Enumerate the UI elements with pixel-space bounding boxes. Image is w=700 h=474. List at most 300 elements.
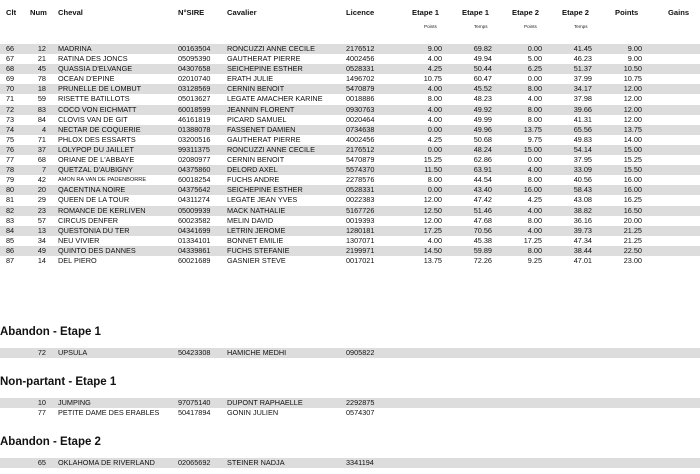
- cell-points: 13.75: [623, 124, 642, 134]
- cell-e2p: 4.00: [527, 225, 542, 235]
- cell-points: 9.00: [627, 54, 642, 64]
- cell-cavalier: DELORD AXEL: [227, 165, 278, 175]
- cell-points: 9.00: [627, 44, 642, 53]
- cell-e2p: 17.25: [523, 235, 542, 245]
- cell-e1p: 11.50: [424, 165, 442, 175]
- col-etape2-temps: Etape 2: [562, 8, 590, 17]
- cell-cheval: QUASSIA D'ELVANGE: [58, 64, 133, 74]
- cell-points: 22.50: [623, 245, 642, 255]
- section-table: [0, 458, 700, 468]
- cell-num: 18: [37, 84, 46, 94]
- cell-e2p: 9.75: [527, 134, 542, 144]
- cell-points: 16.00: [623, 175, 642, 185]
- cell-e1p: 4.00: [427, 84, 442, 94]
- cell-e2t: 37.98: [573, 94, 592, 104]
- cell-cavalier: LETRIN JEROME: [227, 225, 286, 235]
- cell-sire: 60018599: [178, 104, 211, 114]
- table-row: [0, 216, 700, 226]
- cell-points: 23.00: [623, 255, 642, 265]
- table-row: [0, 256, 700, 266]
- cell-cheval: PRUNELLE DE LOMBUT: [58, 84, 142, 94]
- cell-e2t: 65.56: [573, 124, 592, 134]
- col-etape1-points: Etape 1: [412, 8, 440, 17]
- cell-e1p: 14.50: [423, 245, 442, 255]
- cell-e1t: 45.38: [473, 235, 492, 245]
- cell-licence: 1307071: [346, 235, 375, 245]
- cell-sire: 60023582: [178, 215, 211, 225]
- cell-points: 15.25: [623, 155, 642, 165]
- cell-licence: 0528331: [346, 64, 375, 74]
- cell-clt: 85: [6, 235, 15, 245]
- cell-e1t: 50.68: [473, 134, 492, 144]
- table-row: [0, 74, 700, 84]
- table-row: [0, 195, 700, 205]
- cell-cheval: LOLYPOP DU JAILLET: [58, 144, 134, 154]
- table-row: [0, 44, 700, 54]
- table-row: [0, 236, 700, 246]
- cell-cavalier: CERNIN BENOIT: [227, 84, 285, 94]
- cell-sire: 01388078: [178, 124, 211, 134]
- cell-cavalier: STEINER NADJA: [227, 458, 285, 467]
- cell-sire: 02080977: [178, 155, 211, 165]
- cell-e1t: 49.96: [473, 124, 492, 134]
- table-row: [0, 135, 700, 145]
- section-table: [0, 348, 700, 358]
- cell-e2t: 36.16: [573, 215, 592, 225]
- cell-cavalier: ERATH JULIE: [227, 74, 274, 84]
- cell-clt: 82: [6, 205, 15, 215]
- cell-clt: 74: [6, 124, 15, 134]
- cell-sire: 97075140: [178, 398, 211, 407]
- cell-cavalier: GAUTHERAT PIERRE: [227, 54, 301, 64]
- cell-clt: 78: [6, 165, 15, 175]
- cell-licence: 0905822: [346, 348, 375, 357]
- cell-clt: 73: [6, 114, 15, 124]
- cell-e1p: 12.00: [423, 195, 442, 205]
- section-table: [0, 398, 700, 418]
- cell-licence: 2176512: [346, 44, 375, 53]
- table-row: [0, 145, 700, 155]
- cell-sire: 04339861: [178, 245, 211, 255]
- cell-licence: 3341194: [346, 458, 374, 467]
- cell-licence: 0930763: [346, 104, 375, 114]
- cell-points: 12.00: [623, 104, 642, 114]
- cell-points: 10.75: [623, 74, 642, 84]
- cell-e2p: 8.00: [527, 84, 542, 94]
- cell-e2t: 47.34: [573, 235, 592, 245]
- cell-e1p: 9.00: [427, 44, 442, 53]
- cell-num: 59: [37, 94, 46, 104]
- cell-e1t: 51.46: [473, 205, 492, 215]
- cell-cheval: PHLOX DES ESSARTS: [58, 134, 136, 144]
- cell-cavalier: SEICHEPINE ESTHER: [227, 185, 303, 195]
- table-row: [0, 94, 700, 104]
- cell-e2p: 8.00: [527, 215, 542, 225]
- cell-licence: 0734638: [346, 124, 375, 134]
- table-row: [0, 54, 700, 64]
- col-etape2-points: Etape 2: [512, 8, 540, 17]
- cell-e2t: 37.99: [573, 74, 592, 84]
- cell-num: 34: [37, 235, 46, 245]
- table-row: [0, 175, 700, 185]
- cell-e1t: 60.47: [473, 74, 492, 84]
- cell-sire: 60018254: [178, 175, 211, 185]
- cell-e2p: 16.00: [523, 185, 542, 195]
- cell-cavalier: HAMICHE MEDHI: [227, 348, 287, 357]
- cell-num: 49: [37, 245, 46, 255]
- cell-num: 77: [37, 408, 46, 418]
- cell-clt: 67: [6, 54, 15, 64]
- cell-num: 29: [37, 195, 46, 205]
- cell-points: 12.00: [623, 94, 642, 104]
- cell-num: 21: [37, 54, 46, 64]
- cell-clt: 66: [6, 44, 15, 53]
- cell-num: 45: [37, 64, 46, 74]
- cell-e2t: 51.37: [573, 64, 592, 74]
- cell-sire: 04375860: [178, 165, 211, 175]
- cell-clt: 72: [6, 104, 15, 114]
- cell-cheval: AMON RA VAN DE PADENBORRE: [58, 177, 147, 184]
- cell-points: 15.50: [623, 165, 642, 175]
- cell-clt: 76: [6, 144, 15, 154]
- cell-e1p: 13.75: [423, 255, 442, 265]
- cell-points: 15.00: [623, 144, 642, 154]
- cell-cavalier: MACK NATHALIE: [227, 205, 286, 215]
- cell-e2t: 38.82: [573, 205, 592, 215]
- cell-num: 12: [37, 44, 46, 53]
- cell-cheval: CLOVIS VAN DE GIT: [58, 114, 128, 124]
- cell-num: 84: [37, 114, 46, 124]
- cell-sire: 04341699: [178, 225, 211, 235]
- cell-e2p: 8.00: [527, 175, 542, 185]
- cell-points: 21.25: [623, 235, 642, 245]
- cell-e2p: 0.00: [527, 74, 542, 84]
- cell-num: 20: [37, 185, 46, 195]
- cell-licence: 2278576: [346, 175, 375, 185]
- cell-clt: 87: [6, 255, 15, 265]
- section-title: Abandon - Etape 1: [0, 326, 101, 338]
- cell-sire: 04375642: [178, 185, 211, 195]
- cell-e1p: 8.00: [427, 175, 442, 185]
- cell-licence: 1280181: [346, 225, 375, 235]
- cell-cheval: DEL PIERO: [58, 255, 97, 265]
- cell-sire: 01334101: [178, 235, 211, 245]
- cell-points: 12.00: [623, 114, 642, 124]
- table-header: [0, 8, 700, 34]
- cell-num: 57: [37, 215, 46, 225]
- table-row: [0, 408, 700, 418]
- cell-clt: 75: [6, 134, 15, 144]
- cell-e2p: 4.25: [527, 195, 542, 205]
- cell-e1t: 47.42: [473, 195, 492, 205]
- cell-num: 37: [37, 144, 46, 154]
- cell-licence: 0022383: [346, 195, 375, 205]
- cell-sire: 03128569: [178, 84, 211, 94]
- cell-sire: 02010740: [178, 74, 211, 84]
- cell-cheval: RISETTE BATILLOTS: [58, 94, 130, 104]
- cell-e1t: 62.86: [473, 155, 492, 165]
- cell-licence: 2176512: [346, 144, 375, 154]
- cell-num: 4: [41, 124, 46, 134]
- cell-cavalier: CERNIN BENOIT: [227, 155, 285, 165]
- cell-e2p: 4.00: [527, 165, 542, 175]
- cell-num: 83: [37, 104, 46, 114]
- cell-sire: 03200516: [178, 134, 211, 144]
- cell-points: 10.50: [623, 64, 642, 74]
- cell-cheval: ROMANCE DE KERLIVEN: [58, 205, 146, 215]
- cell-num: 23: [37, 205, 46, 215]
- cell-licence: 0528331: [346, 185, 375, 195]
- col-cavalier: Cavalier: [227, 8, 257, 17]
- cell-cheval: NECTAR DE COQUERIE: [58, 124, 141, 134]
- cell-cavalier: RONCUZZI ANNE CECILE: [227, 44, 315, 53]
- cell-e1t: 49.94: [473, 54, 492, 64]
- table-row: [0, 398, 700, 408]
- cell-points: 21.25: [623, 225, 642, 235]
- cell-e2p: 9.25: [527, 255, 542, 265]
- cell-clt: 68: [6, 64, 15, 74]
- table-row: [0, 155, 700, 165]
- cell-clt: 77: [6, 155, 15, 165]
- cell-e1p: 4.00: [427, 235, 442, 245]
- cell-cheval: ORIANE DE L'ABBAYE: [58, 155, 135, 165]
- cell-e1p: 4.25: [427, 64, 442, 74]
- col-num: Num: [30, 8, 47, 17]
- cell-e1p: 0.00: [427, 185, 442, 195]
- cell-licence: 5574370: [346, 165, 375, 175]
- cell-e1t: 48.23: [473, 94, 492, 104]
- cell-cavalier: JEANNIN FLORENT: [227, 104, 295, 114]
- col-licence: Licence: [346, 8, 375, 17]
- col-clt: Clt: [6, 8, 17, 17]
- table-row: [0, 226, 700, 236]
- cell-cavalier: DUPONT RAPHAELLE: [227, 398, 303, 407]
- table-row: [0, 125, 700, 135]
- cell-licence: 0018886: [346, 94, 375, 104]
- cell-e2p: 8.00: [527, 114, 542, 124]
- cell-clt: 80: [6, 185, 15, 195]
- cell-sire: 05013627: [178, 94, 211, 104]
- cell-num: 13: [37, 225, 46, 235]
- cell-e1t: 72.26: [473, 255, 492, 265]
- cell-e2t: 37.95: [573, 155, 592, 165]
- cell-e1p: 4.00: [427, 104, 442, 114]
- cell-e2t: 41.45: [573, 44, 592, 53]
- sub-points-2: Points: [524, 24, 537, 29]
- cell-cheval: QACENTINA NOIRE: [58, 185, 126, 195]
- cell-clt: 84: [6, 225, 15, 235]
- cell-points: 16.50: [623, 205, 642, 215]
- cell-points: 20.00: [623, 215, 642, 225]
- cell-num: 71: [37, 134, 46, 144]
- cell-licence: 4002456: [346, 134, 375, 144]
- sub-temps-2: Temps: [574, 24, 588, 29]
- cell-e2t: 54.14: [573, 144, 592, 154]
- cell-clt: 71: [6, 94, 15, 104]
- cell-e1t: 45.52: [473, 84, 492, 94]
- cell-num: 7: [41, 165, 46, 175]
- cell-e2t: 49.83: [573, 134, 592, 144]
- sub-points-1: Points: [424, 24, 437, 29]
- cell-e2t: 43.08: [573, 195, 592, 205]
- cell-sire: 99311375: [178, 144, 210, 154]
- cell-num: 68: [37, 155, 46, 165]
- cell-e2p: 8.00: [527, 245, 542, 255]
- cell-e2t: 39.73: [573, 225, 592, 235]
- cell-cheval: MADRINA: [58, 44, 92, 53]
- cell-clt: 81: [6, 195, 15, 205]
- table-row: [0, 348, 700, 358]
- cell-licence: 1496702: [346, 74, 375, 84]
- col-gains: Gains: [668, 8, 690, 17]
- cell-cavalier: GONIN JULIEN: [227, 408, 279, 418]
- table-row: [0, 84, 700, 94]
- cell-e2t: 34.17: [573, 84, 592, 94]
- cell-e2t: 33.09: [573, 165, 592, 175]
- cell-e2p: 6.25: [527, 64, 542, 74]
- cell-licence: 0017021: [346, 255, 375, 265]
- cell-cavalier: BONNET EMILIE: [227, 235, 284, 245]
- cell-cheval: OKLAHOMA DE RIVERLAND: [58, 458, 155, 467]
- section-title: Abandon - Etape 2: [0, 436, 101, 448]
- cell-sire: 05095390: [178, 54, 211, 64]
- cell-e1p: 12.50: [423, 205, 442, 215]
- cell-e2t: 47.01: [573, 255, 592, 265]
- cell-e2p: 8.00: [527, 104, 542, 114]
- cell-licence: 0574307: [346, 408, 375, 418]
- cell-e1p: 12.00: [423, 215, 442, 225]
- cell-cavalier: MELIN DAVID: [227, 215, 274, 225]
- cell-e2t: 41.31: [573, 114, 592, 124]
- table-row: [0, 458, 700, 468]
- cell-points: 16.25: [623, 195, 642, 205]
- cell-e1t: 69.82: [473, 44, 492, 53]
- cell-clt: 86: [6, 245, 15, 255]
- cell-cheval: QUETZAL D'AUBIGNY: [58, 165, 133, 175]
- cell-e2p: 13.75: [523, 124, 542, 134]
- cell-cavalier: LEGATE JEAN YVES: [227, 195, 298, 205]
- col-cheval: Cheval: [58, 8, 83, 17]
- cell-sire: 50423308: [178, 348, 211, 357]
- cell-cavalier: PICARD SAMUEL: [227, 114, 287, 124]
- cell-clt: 69: [6, 74, 15, 84]
- cell-e2p: 4.00: [527, 205, 542, 215]
- cell-num: 42: [37, 175, 46, 185]
- cell-e1t: 49.99: [473, 114, 492, 124]
- cell-e1p: 10.75: [423, 74, 442, 84]
- col-points: Points: [615, 8, 639, 17]
- section-title: Non-partant - Etape 1: [0, 376, 117, 388]
- cell-cavalier: SEICHEPINE ESTHER: [227, 64, 303, 74]
- cell-licence: 2199971: [346, 245, 375, 255]
- cell-num: 65: [37, 458, 46, 467]
- cell-licence: 2292875: [346, 398, 375, 407]
- cell-e2p: 0.00: [527, 44, 542, 53]
- col-sire: N°SIRE: [178, 8, 205, 17]
- cell-cheval: RATINA DES JONCS: [58, 54, 128, 64]
- cell-e1t: 43.40: [473, 185, 492, 195]
- cell-sire: 50417894: [178, 408, 211, 418]
- cell-e1t: 70.56: [473, 225, 492, 235]
- cell-sire: 00163504: [178, 44, 211, 53]
- cell-cheval: QUESTONIA DU TER: [58, 225, 130, 235]
- cell-clt: 83: [6, 215, 15, 225]
- cell-licence: 0020464: [346, 114, 375, 124]
- cell-cavalier: RONCUZZI ANNE CECILE: [227, 144, 315, 154]
- cell-e2t: 40.56: [573, 175, 592, 185]
- table-row: [0, 64, 700, 74]
- cell-licence: 0019393: [346, 215, 375, 225]
- table-row: [0, 206, 700, 216]
- cell-cavalier: LEGATE AMACHER KARINE: [227, 94, 323, 104]
- table-row: [0, 105, 700, 115]
- cell-num: 78: [37, 74, 46, 84]
- cell-sire: 46161819: [178, 114, 211, 124]
- sub-temps-1: Temps: [474, 24, 488, 29]
- cell-cheval: CIRCUS DENFER: [58, 215, 118, 225]
- cell-points: 12.00: [623, 84, 642, 94]
- cell-licence: 5470879: [346, 155, 375, 165]
- cell-cheval: UPSULA: [58, 348, 88, 357]
- table-row: [0, 165, 700, 175]
- cell-e2t: 38.44: [573, 245, 592, 255]
- table-row: [0, 185, 700, 195]
- cell-num: 72: [37, 348, 46, 357]
- cell-sire: 02065692: [178, 458, 211, 467]
- cell-points: 16.00: [623, 185, 642, 195]
- cell-cavalier: FUCHS STEFANIE: [227, 245, 290, 255]
- cell-licence: 5167726: [346, 205, 375, 215]
- cell-cheval: QUINTO DES DANNES: [58, 245, 136, 255]
- table-row: [0, 246, 700, 256]
- cell-sire: 05009939: [178, 205, 211, 215]
- table-row: [0, 115, 700, 125]
- cell-num: 10: [37, 398, 46, 407]
- cell-e1p: 4.00: [427, 54, 442, 64]
- cell-e1p: 8.00: [427, 94, 442, 104]
- cell-cavalier: GAUTHERAT PIERRE: [227, 134, 301, 144]
- cell-e1t: 63.91: [473, 165, 492, 175]
- cell-e2p: 4.00: [527, 94, 542, 104]
- cell-e1p: 0.00: [427, 124, 442, 134]
- cell-clt: 70: [6, 84, 15, 94]
- cell-cheval: OCEAN D'EPINE: [58, 74, 115, 84]
- cell-num: 14: [37, 255, 46, 265]
- cell-cheval: QUEEN DE LA TOUR: [58, 195, 130, 205]
- cell-e1p: 4.25: [427, 134, 442, 144]
- cell-licence: 4002456: [346, 54, 375, 64]
- cell-e1t: 47.68: [473, 215, 492, 225]
- cell-e2p: 5.00: [527, 54, 542, 64]
- cell-e1p: 0.00: [427, 144, 442, 154]
- cell-e1t: 44.54: [473, 175, 492, 185]
- results-table: [0, 44, 700, 266]
- cell-e1p: 15.25: [423, 155, 442, 165]
- col-etape1-temps: Etape 1: [462, 8, 490, 17]
- cell-clt: 79: [6, 175, 15, 185]
- cell-cheval: COCO VON EICHMATT: [58, 104, 137, 114]
- cell-e1p: 17.25: [423, 225, 442, 235]
- cell-cavalier: FUCHS ANDRE: [227, 175, 280, 185]
- cell-cavalier: FASSENET DAMIEN: [227, 124, 296, 134]
- cell-e2p: 15.00: [523, 144, 542, 154]
- cell-cheval: NEU VIVIER: [58, 235, 100, 245]
- cell-sire: 04307658: [178, 64, 211, 74]
- cell-points: 14.00: [623, 134, 642, 144]
- cell-e2t: 46.23: [573, 54, 592, 64]
- cell-e2t: 58.43: [573, 185, 592, 195]
- cell-sire: 04311274: [178, 195, 210, 205]
